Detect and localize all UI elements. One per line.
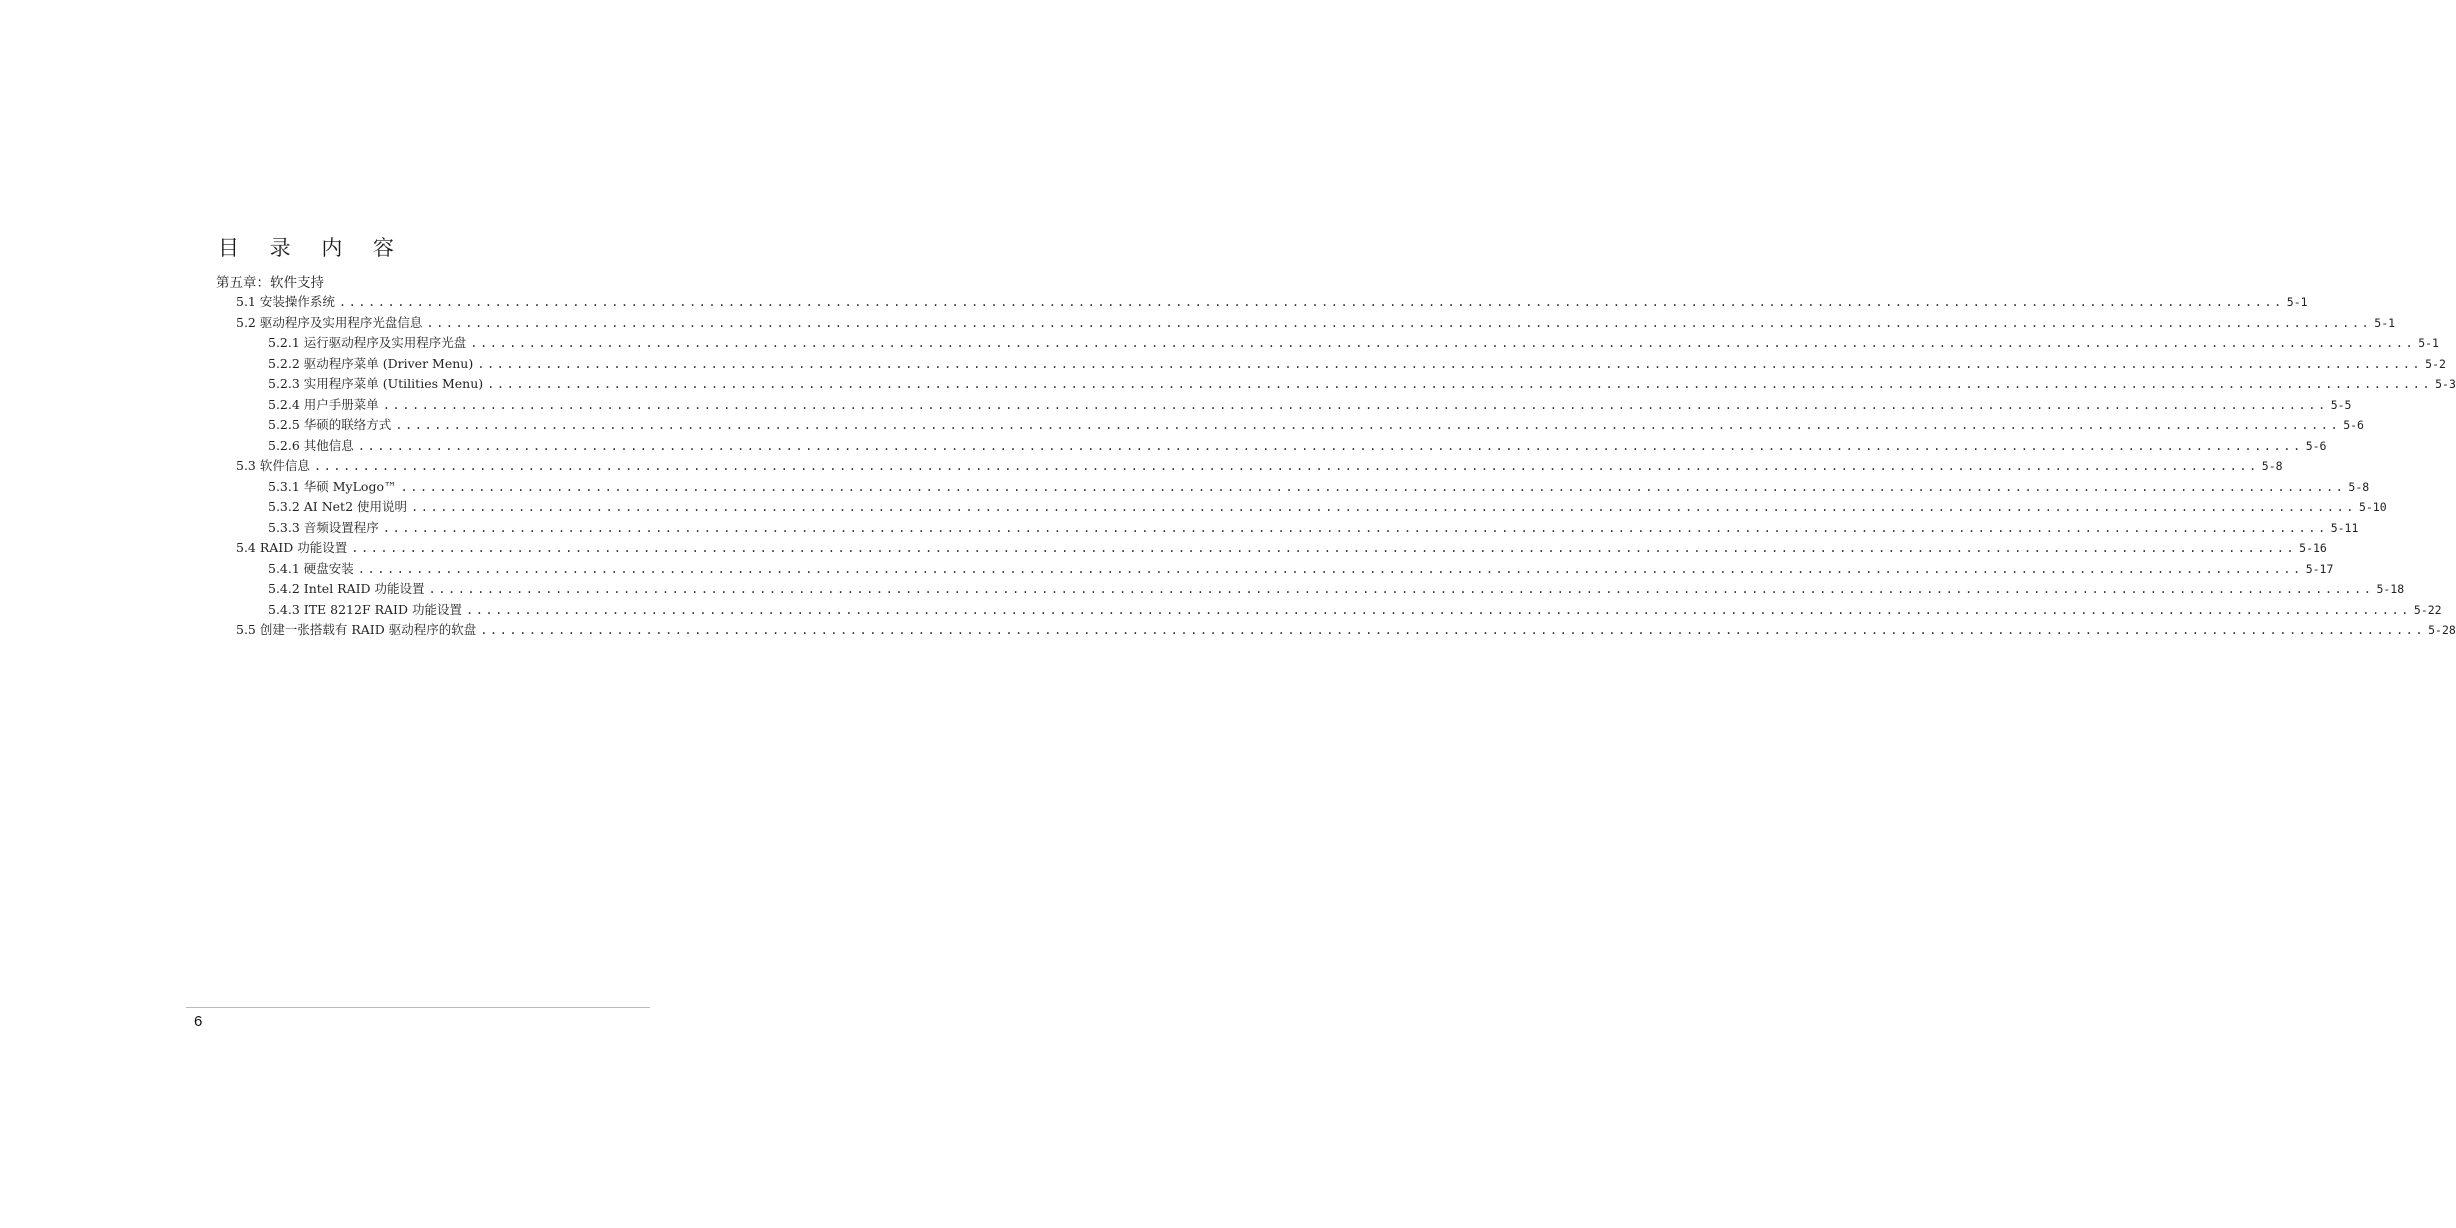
toc-entry-page: 5-5	[2328, 395, 2352, 415]
toc-entry-page: 5-3	[2432, 374, 2456, 394]
toc-entry-label: 5.3.3 音频设置程序	[268, 518, 383, 538]
dot-leader: ........................................................................................................................................................................................................	[357, 562, 2303, 576]
dot-leader: ........................................................................................................................................................................................................	[313, 459, 2259, 473]
dot-leader: ........................................................................................................................................................................................................	[411, 500, 2356, 514]
chapter-title: 第五章：软件支持	[216, 275, 324, 291]
toc-entry-label: 5.2.2 驱动程序菜单 (Driver Menu)	[268, 354, 477, 374]
toc-entry-5-4-3[interactable]	[268, 600, 2442, 620]
toc-entry-page: 5-10	[2356, 497, 2387, 517]
toc-entry-label: 5.2.5 华硕的联络方式	[268, 415, 395, 435]
toc-entry-page: 5-2	[2422, 354, 2446, 374]
dot-leader: ........................................................................................................................................................................................................	[382, 398, 2328, 412]
toc-entry-page: 5-22	[2411, 600, 2442, 620]
toc-entry-5-4[interactable]	[236, 538, 2327, 558]
toc-entry-label: 5.4.2 Intel RAID 功能设置	[268, 579, 429, 599]
toc-entry-5-3-2[interactable]	[268, 497, 2387, 517]
toc-entry-label: 5.2.1 运行驱动程序及实用程序光盘	[268, 333, 470, 353]
toc-entry-page: 5-1	[2371, 313, 2395, 333]
toc-entry-5-2-3[interactable]	[268, 374, 2456, 394]
dot-leader: ........................................................................................................................................................................................................	[470, 336, 2416, 350]
toc-entry-page: 5-17	[2303, 559, 2334, 579]
toc-entry-label: 5.2.3 实用程序菜单 (Utilities Menu)	[268, 374, 487, 394]
toc-entry-label: 5.4.3 ITE 8212F RAID 功能设置	[268, 600, 466, 620]
toc-entry-5-3[interactable]	[236, 456, 2283, 476]
toc-entry-5-3-1[interactable]	[268, 477, 2370, 497]
toc-entry-page: 5-1	[2284, 292, 2308, 312]
toc-entry-5-3-3[interactable]	[268, 518, 2359, 538]
toc-entry-page: 5-6	[2340, 415, 2364, 435]
toc-entry-label: 5.5 创建一张搭载有 RAID 驱动程序的软盘	[236, 620, 480, 640]
page-number: 6	[194, 1013, 203, 1030]
toc-entry-page: 5-11	[2328, 518, 2359, 538]
page-title: 目 录 内 容	[218, 236, 407, 260]
dot-leader: ........................................................................................................................................................................................................	[351, 541, 2297, 555]
toc-entry-5-2-1[interactable]	[268, 333, 2439, 353]
dot-leader: ........................................................................................................................................................................................................	[338, 295, 2284, 309]
toc-entry-5-2-2[interactable]	[268, 354, 2446, 374]
dot-leader: ........................................................................................................................................................................................................	[395, 418, 2341, 432]
toc-entry-label: 5.2 驱动程序及实用程序光盘信息	[236, 313, 426, 333]
toc-entry-page: 5-8	[2259, 456, 2283, 476]
dot-leader: ........................................................................................................................................................................................................	[477, 357, 2423, 371]
toc-entry-5-4-2[interactable]	[268, 579, 2405, 599]
toc-entry-label: 5.3 软件信息	[236, 456, 314, 476]
toc-entry-5-1[interactable]	[236, 292, 2308, 312]
dot-leader: ........................................................................................................................................................................................................	[357, 439, 2303, 453]
dot-leader: ........................................................................................................................................................................................................	[487, 377, 2433, 391]
footer-divider	[186, 1007, 650, 1008]
toc-entry-5-2-6[interactable]	[268, 436, 2327, 456]
dot-leader: ........................................................................................................................................................................................................	[426, 316, 2372, 330]
toc-entry-5-2-5[interactable]	[268, 415, 2364, 435]
dot-leader: ........................................................................................................................................................................................................	[400, 480, 2346, 494]
dot-leader: ........................................................................................................................................................................................................	[480, 623, 2426, 637]
toc-entry-label: 5.1 安装操作系统	[236, 292, 339, 312]
toc-entry-label: 5.2.6 其他信息	[268, 436, 358, 456]
toc-entry-page: 5-6	[2303, 436, 2327, 456]
toc-entry-label: 5.4 RAID 功能设置	[236, 538, 351, 558]
toc-entry-label: 5.2.4 用户手册菜单	[268, 395, 383, 415]
toc-entry-page: 5-18	[2373, 579, 2404, 599]
toc-entry-label: 5.4.1 硬盘安装	[268, 559, 358, 579]
toc-entry-page: 5-28	[2425, 620, 2456, 640]
toc-entry-label: 5.3.2 AI Net2 使用说明	[268, 497, 411, 517]
toc-entry-5-2[interactable]	[236, 313, 2396, 333]
toc-entry-5-4-1[interactable]	[268, 559, 2334, 579]
toc-entry-page: 5-16	[2296, 538, 2327, 558]
dot-leader: ........................................................................................................................................................................................................	[465, 603, 2411, 617]
dot-leader: ........................................................................................................................................................................................................	[428, 582, 2374, 596]
dot-leader: ........................................................................................................................................................................................................	[382, 521, 2328, 535]
toc-entry-5-2-4[interactable]	[268, 395, 2352, 415]
toc-entry-5-5[interactable]	[236, 620, 2456, 640]
toc-entry-page: 5-8	[2345, 477, 2369, 497]
toc-entry-label: 5.3.1 华硕 MyLogo™	[268, 477, 400, 497]
toc-entry-page: 5-1	[2415, 333, 2439, 353]
